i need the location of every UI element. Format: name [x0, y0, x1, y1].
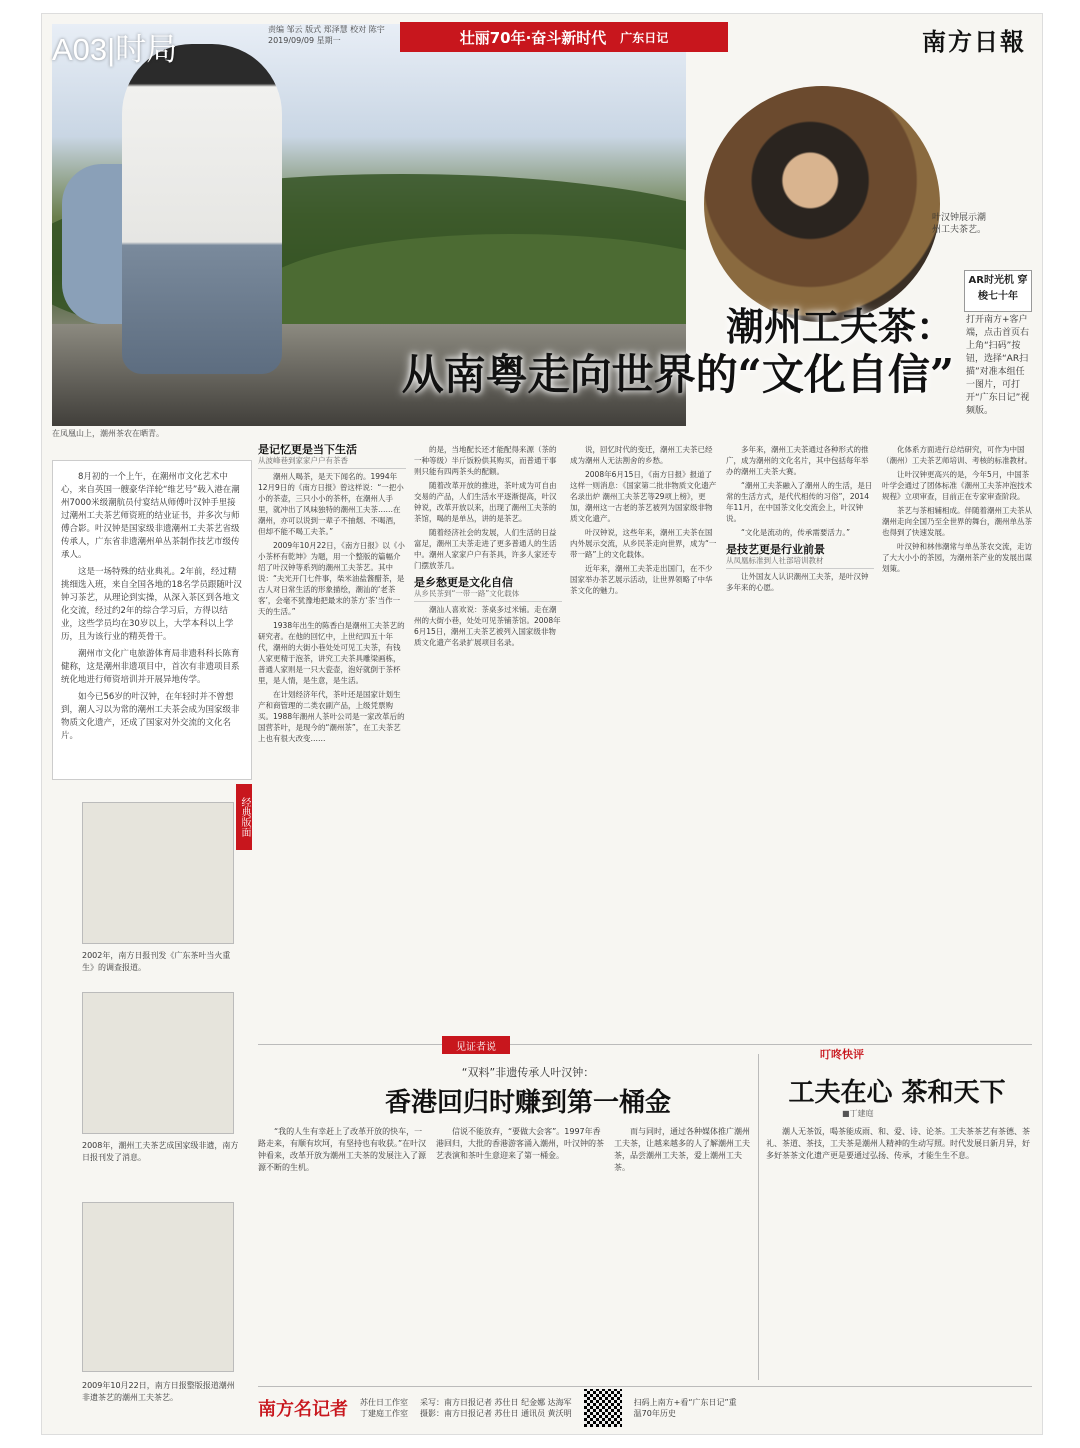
- body-paragraph: 潮汕人喜欢说：茶桌多过米铺。走在潮州的大街小巷，处处可见茶铺茶馆。2008年6月15日，潮州工夫茶艺被列入国家级非物质文化遗产名录扩展项目名录。: [414, 605, 561, 647]
- comment-title: 工夫在心 茶和天下: [788, 1078, 1006, 1108]
- portrait-photo-ye-hanzhong: [704, 86, 940, 322]
- column-1: [258, 444, 406, 1024]
- body-paragraph: 叶汉钟说，这些年来，潮州工夫茶在国内外展示交流，从乡民茶走向世界，成为“一带一路”上的文化载体。: [570, 528, 717, 559]
- bottom-col-2: [436, 1126, 606, 1376]
- qr-code[interactable]: [584, 1389, 622, 1427]
- hero-caption: 在凤凰山上，潮州茶农在晒青。: [52, 429, 164, 438]
- bottom-title: 香港回归时赚到第一桶金: [384, 1088, 671, 1118]
- body-paragraph: “潮州工夫茶融入了潮州人的生活，是日常的生活方式，是代代相传的习俗”，2014年11月，在中国茶文化交流会上，叶汉钟说。: [726, 481, 873, 523]
- bottom-col-3: [614, 1126, 754, 1376]
- body-paragraph: 而与同时，通过各种媒体推广潮州工夫茶，让越来越多的人了解潮州工夫茶，品尝潮州工夫茶，爱上潮州工夫茶。: [614, 1127, 750, 1172]
- clipping-2002: [82, 802, 234, 944]
- section-divider: [258, 1044, 1032, 1045]
- newspaper-logo: 南方日報: [922, 27, 1026, 56]
- banner-sub: 广东日记: [620, 30, 669, 45]
- studio-name: 丁建庭工作室: [360, 1409, 408, 1418]
- subhead-nostalgia-sub: 从乡民茶到“一带一路”文化载体: [414, 589, 520, 598]
- footer-brand: [258, 1395, 348, 1421]
- ar-box[interactable]: AR时光机 穿梭七十年: [964, 270, 1032, 312]
- footer-bar: [258, 1386, 1032, 1429]
- body-paragraph: 随着改革开放的推进，茶叶成为可自由交易的产品，人们生活水平逐渐提高，叶汉钟说，改革开放以来，出现了潮州工夫茶的茶馆，喝的是单丛，讲的是茶艺。: [414, 481, 557, 523]
- credit-writers: 采写：南方日报记者 苏仕日 纪金娜 达海军: [420, 1398, 572, 1407]
- banner-main: 壮丽70年·奋斗新时代: [459, 28, 607, 47]
- clipping-2009: [82, 1202, 234, 1372]
- subhead-skill: 是技艺更是行业前景: [726, 543, 825, 556]
- clipping-2008: [82, 992, 234, 1134]
- headline-line2: 从南粤走向世界的“文化自信”: [401, 350, 954, 399]
- clipping-2009-caption: 2009年10月22日，南方日报整版报道潮州非遗茶艺的潮州工夫茶艺。: [82, 1381, 235, 1402]
- body-paragraph: 1938年出生的陈香白是潮州工夫茶艺的研究者。在他的回忆中，上世纪四五十年代，潮州的大街小巷处处可见工夫茶，有钱人家更精于泡茶，讲究工夫茶具雕梁画栋，普通人家则是一只大瓷壶，泡好就倒于茶杯里，是人情，是生意，是生活。: [258, 621, 405, 685]
- section-tag: A03|时局: [52, 32, 178, 67]
- lead-paragraph: 8月初的一个上午，在潮州市文化艺术中心，来自英国一艘豪华洋轮“维艺号”载入港在潮州7000米级潮航员付宴结从师傅叶汉钟手里接过潮州工夫茶艺师资班的结业证书，并多次与师傅合影。叶汉钟是国家级非遗潮州工夫茶艺省级传承人，广东省非遗潮州单丛茶制作技艺市级传承人。: [61, 472, 240, 560]
- column-3: [570, 444, 718, 1024]
- body-paragraph: 近年来，潮州工夫茶走出国门，在不少国家举办茶艺展示活动，让世界领略了中华茶文化的魅力。: [570, 564, 713, 595]
- column-4: [726, 444, 874, 1024]
- column-2: [414, 444, 562, 1024]
- meta-editors: 责编 邹云 版式 郑泽慧 校对 陈宇: [268, 25, 385, 34]
- classic-pages-sidebar: [52, 782, 250, 1432]
- clipping-2002-caption: 2002年，南方日报刊发《广东茶叶当火重生》的调查报道。: [82, 951, 231, 972]
- body-paragraph: 叶汉钟和林伟潮常与单丛茶农交流，走访了大大小小的茶园，为潮州茶产业的发展出谋划策。: [882, 542, 1032, 573]
- footer-credits: [420, 1397, 572, 1419]
- series-banner: [400, 22, 728, 52]
- footer-scan-text: 扫码上南方+看“广东日记”重温70年历史: [633, 1398, 737, 1418]
- body-paragraph: 多年来，潮州工夫茶通过各种形式的推广，成为潮州的文化名片，其中包括每年举办的潮州工夫茶大赛。: [726, 445, 869, 476]
- clipping-2008-caption: 2008年，潮州工夫茶艺成国家级非遗，南方日报刊发了消息。: [82, 1141, 239, 1162]
- editor-meta: [268, 24, 385, 46]
- body-paragraph: 2009年10月22日，《南方日报》以《小小茶杯有乾坤》为题，用一个整版的篇幅介绍了叶汉钟等系列的潮州工夫茶艺。其中说：“夫光开门七件事，柴米油盐酱醋茶，是古人对日常生活的形象描绘，潮汕的‘老茶客’，会毫不犹豫地把最末的茶方‘茶’当作一天的生活。”: [258, 541, 405, 616]
- quick-comment-badge: 叮咚快评: [820, 1048, 864, 1061]
- lead-paragraph: 如今已56岁的叶汉钟，在年轻时并不曾想到，潮人习以为常的潮州工夫茶会成为国家级非物质文化遗产，还成了国家对外交流的文化名片。: [61, 692, 240, 741]
- witness-badge: 见证者说: [442, 1036, 510, 1054]
- comment-divider: [758, 1054, 759, 1380]
- subhead-memory-sub: 从波峰巷到家家户户有茶香: [258, 456, 348, 465]
- body-paragraph: 潮人无茶饭，喝茶能成雨、和、爱、诗、论茶。工夫茶茶艺有茶德、茶礼、茶道、茶技，工夫茶是潮州人精神的生动写照。时代发展日新月异，好多好茶茶文化遗产更是要通过弘扬、传承，才能生生不息。: [766, 1127, 1030, 1160]
- body-paragraph: 的是，当地配长还才能配得来源（茶的一种等级）半斤饭粉供其购买，而普通干事则只能有四两茶头的配额。: [414, 445, 557, 476]
- headline-line1: 潮州工夫茶：: [725, 304, 954, 349]
- lead-box: [52, 460, 252, 780]
- lead-paragraph: 潮州市文化广电旅游体育局非遗科科长陈育健称，这是潮州非遗项目中，首次有非遗项目系统化地进行师资培训并开展异地传学。: [61, 649, 240, 685]
- footer-brand-subs: [360, 1397, 408, 1419]
- ar-instructions: 打开南方+客户端，点击首页右上角“扫码”按钮，选择“AR扫描”对准本组任一图片，可打开“广东日记”视频版。: [966, 315, 1030, 416]
- newspaper-page: [42, 14, 1042, 1434]
- comment-author: ■丁建庭: [842, 1109, 874, 1118]
- bottom-col-1: [258, 1126, 428, 1376]
- credit-photographers: 摄影：南方日报记者 苏仕日 通讯员 黄沃明: [420, 1409, 572, 1418]
- studio-name: 苏仕日工作室: [360, 1398, 408, 1407]
- body-paragraph: “我的人生有幸赶上了改革开放的快车，一路走来，有顺有坎坷，有坚持也有收获。”在叶汉钟看来，改革开放为潮州工夫茶的发展注入了源源不断的生机。: [258, 1127, 427, 1172]
- sidebar-label: 经典版面: [236, 784, 252, 850]
- portrait-caption: 叶汉钟展示潮州工夫茶艺。: [932, 213, 987, 235]
- body-paragraph: 让叶汉钟更高兴的是，今年5月，中国茶叶学会通过了团体标准《潮州工夫茶冲泡技术规程》立项审查，目前正在专家审查阶段。: [882, 470, 1032, 501]
- body-paragraph: 在计划经济年代，茶叶还是国家计划生产和商管理的二类农副产品，上级凭票购买。1988年潮州人茶叶公司是一家改革后的国营茶叶，是现今的“潮州茶”，在工夫茶艺上也有很大改变……: [258, 690, 405, 743]
- body-paragraph: 潮州人喝茶，是天下闻名的。1994年12月9日的《南方日报》曾这样说：“一把小小的茶壶，三只小小的茶杯，在潮州人手里，就冲出了风味独特的潮州工夫茶……在潮州，亦可以说到一辈子不抽烟、不喝酒，但却不能不喝工夫茶。”: [258, 472, 404, 536]
- body-paragraph: 随着经济社会的发展，人们生活的日益富足，潮州工夫茶走进了更多普通人的生活中。潮州人家家户户有茶具，许多人家还专门摆放茶几。: [414, 528, 557, 570]
- footer-brand-logo: 南方名记者: [258, 1399, 348, 1420]
- meta-date: 2019/09/09 星期一: [268, 36, 341, 45]
- body-paragraph: 2008年6月15日，《南方日报》报道了这样一则消息：《国家第二批非物质文化遗产名录出炉 潮州工夫茶艺等29项上榜》，更加，潮州这一古老的茶艺被列为国家级非物质文化遗产。: [570, 470, 717, 523]
- comment-body: [766, 1126, 1032, 1376]
- body-paragraph: 让外国友人认识潮州工夫茶，是叶汉钟多年来的心愿。: [726, 572, 869, 592]
- body-paragraph: 信说不能放弃，“要做大会客”。1997年香港回归，大批的香港游客涌入潮州，叶汉钟的茶艺表演和茶叶生意迎来了第一桶金。: [436, 1127, 604, 1160]
- body-paragraph: 说，回忆时代的变迁，潮州工夫茶已经成为潮州人无法割舍的乡愁。: [570, 445, 713, 465]
- subhead-memory: 是记忆更是当下生活: [258, 444, 357, 456]
- body-paragraph: 茶艺与茶相辅相成。伴随着潮州工夫茶从潮州走向全国乃至全世界的舞台，潮州单丛茶也得到了快速发展。: [882, 506, 1032, 537]
- subhead-nostalgia: 是乡愁更是文化自信: [414, 576, 513, 589]
- main-headline: [254, 304, 954, 400]
- body-paragraph: 化体系方面进行总结研究，可作为中国（潮州）工夫茶艺师培训、考核的标准教材。: [882, 445, 1032, 465]
- subhead-skill-sub: 从凤凰标准到人社部培训教材: [726, 556, 824, 565]
- lead-paragraph: 这是一场特殊的结业典礼。2年前，经过精挑细选入班，来自全国各地的18名学员跟随叶汉钟习茶艺，从理论到实操，从深入茶区到各地文化交流，经过约2年的综合学习后，方得以结业，这些学员均在30岁以上，大学本科以上学历，且为该行业的精英骨干。: [61, 567, 242, 642]
- body-paragraph: “文化是流动的，传承需要活力。”: [741, 528, 851, 537]
- bottom-kicker: “双料”非遗传承人叶汉钟：: [461, 1066, 595, 1079]
- column-5: [882, 444, 1032, 1024]
